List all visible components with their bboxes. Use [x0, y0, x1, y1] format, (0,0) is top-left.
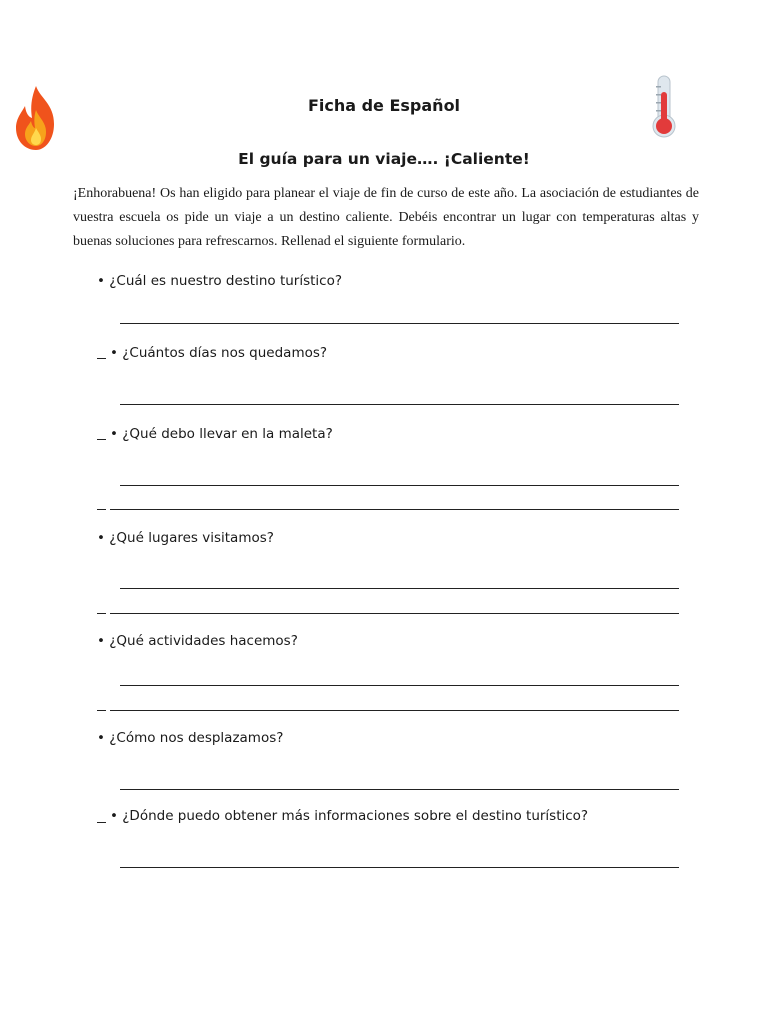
- answer-line[interactable]: [120, 485, 679, 486]
- answer-line[interactable]: [120, 588, 679, 589]
- answer-line[interactable]: [120, 404, 679, 405]
- question-destination: • ¿Cuál es nuestro destino turístico?: [97, 273, 343, 289]
- question-days: • ¿Cuántos días nos quedamos?: [110, 345, 328, 361]
- page-subtitle: El guía para un viaje…. ¡Caliente!: [238, 150, 530, 168]
- answer-line[interactable]: [110, 509, 679, 510]
- fire-icon: [12, 84, 60, 152]
- answer-line[interactable]: [120, 685, 679, 686]
- leader-dash: [97, 822, 106, 823]
- answer-line[interactable]: [120, 867, 679, 868]
- leader-dash: [97, 710, 106, 711]
- question-transport: • ¿Cómo nos desplazamos?: [97, 730, 284, 746]
- question-activities: • ¿Qué actividades hacemos?: [97, 633, 298, 649]
- question-luggage: • ¿Qué debo llevar en la maleta?: [110, 426, 333, 442]
- leader-dash: [97, 358, 106, 359]
- answer-line[interactable]: [120, 789, 679, 790]
- answer-line[interactable]: [110, 710, 679, 711]
- question-information: • ¿Dónde puedo obtener más informaciones sobre el destino turístico?: [110, 808, 589, 824]
- answer-line[interactable]: [120, 323, 679, 324]
- question-places: • ¿Qué lugares visitamos?: [97, 530, 274, 546]
- intro-paragraph: ¡Enhorabuena! Os han eligido para planear el viaje de fin de curso de este año. La asociación de estudiantes de vuestra escuela os pide un viaje a un destino caliente. Debéis encontrar un lugar con temperaturas altas y buenas soluciones para refrescarnos. Rellenad el siguiente formulario.: [73, 186, 699, 249]
- leader-dash: [97, 613, 106, 614]
- leader-dash: [97, 439, 106, 440]
- page-title: Ficha de Español: [307, 96, 461, 115]
- leader-dash: [97, 509, 106, 510]
- answer-line[interactable]: [110, 613, 679, 614]
